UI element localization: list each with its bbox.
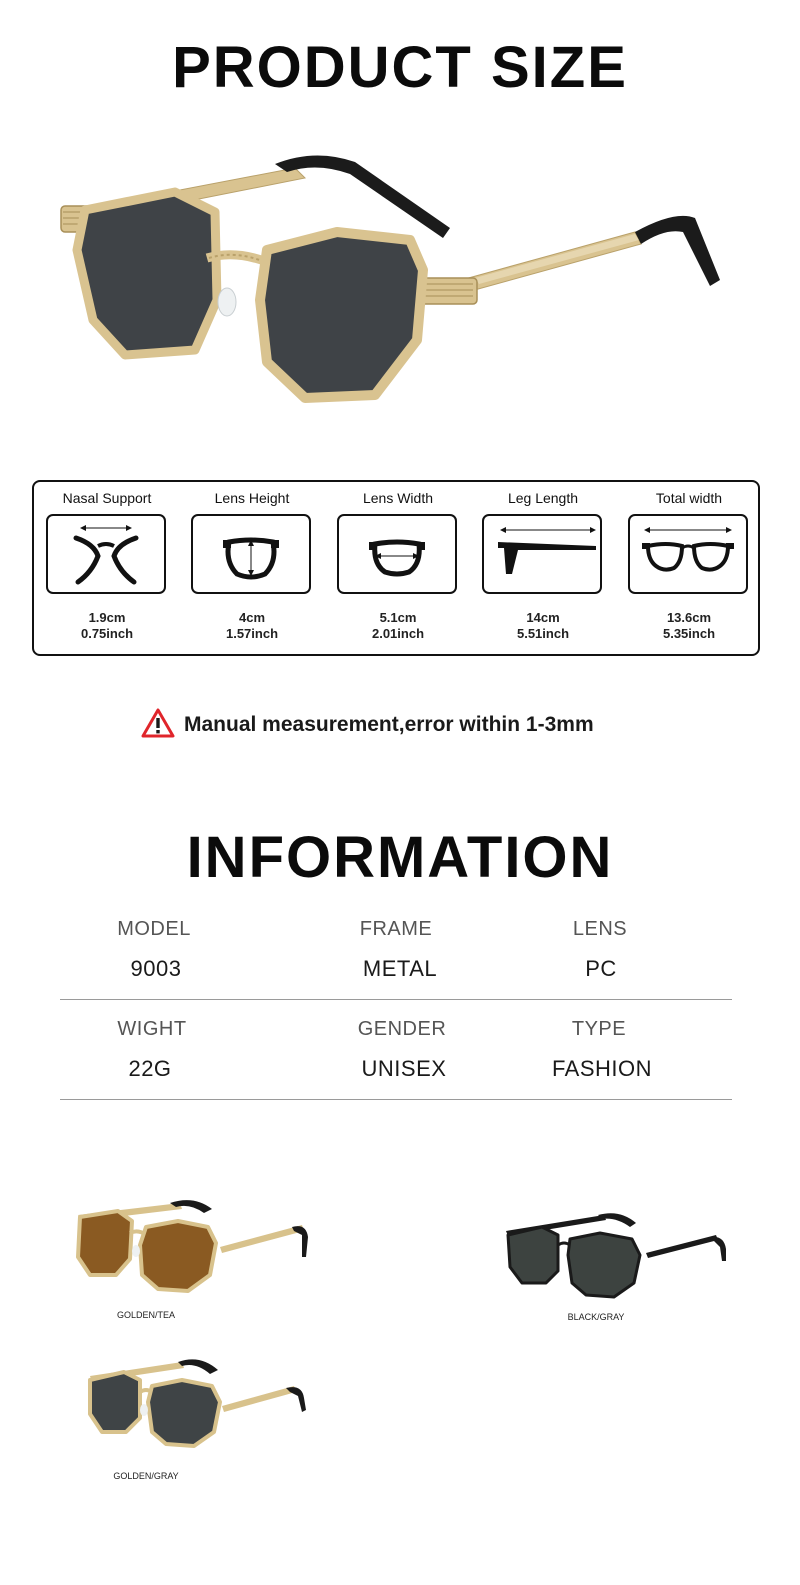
measurement-cm: 4cm	[238, 610, 266, 625]
info-label-frame: FRAME	[359, 918, 433, 940]
measurement-cm: 1.9cm	[88, 610, 126, 625]
measurement-inch: 2.01inch	[371, 626, 425, 641]
measurement-label: Lens Height	[214, 490, 290, 506]
info-value-gender: UNISEX	[361, 1056, 447, 1081]
measurement-inch: 5.51inch	[516, 626, 570, 641]
hero-sunglasses-image	[55, 140, 735, 420]
information-title: INFORMATION	[186, 825, 614, 890]
information-row	[60, 900, 732, 1000]
info-value-frame: METAL	[362, 956, 438, 981]
variant-label: GOLDEN/TEA	[116, 1310, 175, 1320]
variant-golden-gray-image	[82, 1352, 312, 1452]
info-label-gender: GENDER	[357, 1018, 447, 1040]
lens-width-icon	[337, 514, 457, 594]
measurement-panel	[32, 480, 760, 656]
variant-label: BLACK/GRAY	[567, 1312, 625, 1322]
measurement-label: Lens Width	[362, 490, 434, 506]
measurement-label: Nasal Support	[62, 490, 152, 506]
information-row	[60, 1000, 732, 1100]
info-label-type: TYPE	[571, 1018, 627, 1040]
info-label-model: MODEL	[117, 918, 191, 940]
variant-black-gray-image	[500, 1205, 735, 1300]
total-width-icon	[628, 514, 748, 594]
warning-triangle-icon	[140, 707, 176, 739]
warning-text: Manual measurement,error within 1-3mm	[184, 713, 594, 736]
info-value-lens: PC	[585, 956, 617, 981]
measurement-inch: 0.75inch	[80, 626, 134, 641]
measurement-inch: 1.57inch	[225, 626, 279, 641]
measurement-cm: 5.1cm	[379, 610, 417, 625]
information-table	[60, 900, 732, 1100]
leg-length-icon	[482, 514, 602, 594]
variant-golden-tea-image	[70, 1195, 310, 1295]
lens-height-icon	[191, 514, 311, 594]
info-value-type: FASHION	[551, 1056, 653, 1081]
info-value-model: 9003	[130, 956, 182, 981]
measurement-inch: 5.35inch	[662, 626, 716, 641]
info-label-lens: LENS	[572, 918, 628, 940]
variant-label: GOLDEN/GRAY	[113, 1471, 179, 1481]
measurement-label: Leg Length	[507, 490, 579, 506]
product-size-title: PRODUCT SIZE	[172, 35, 628, 100]
measurement-warning	[140, 707, 660, 741]
info-label-weight: WIGHT	[117, 1018, 187, 1040]
nasal-support-icon	[46, 514, 166, 594]
measurement-cm: 13.6cm	[666, 610, 712, 625]
info-value-weight: 22G	[128, 1056, 172, 1081]
measurement-cm: 14cm	[526, 610, 560, 625]
measurement-label: Total width	[655, 490, 723, 506]
